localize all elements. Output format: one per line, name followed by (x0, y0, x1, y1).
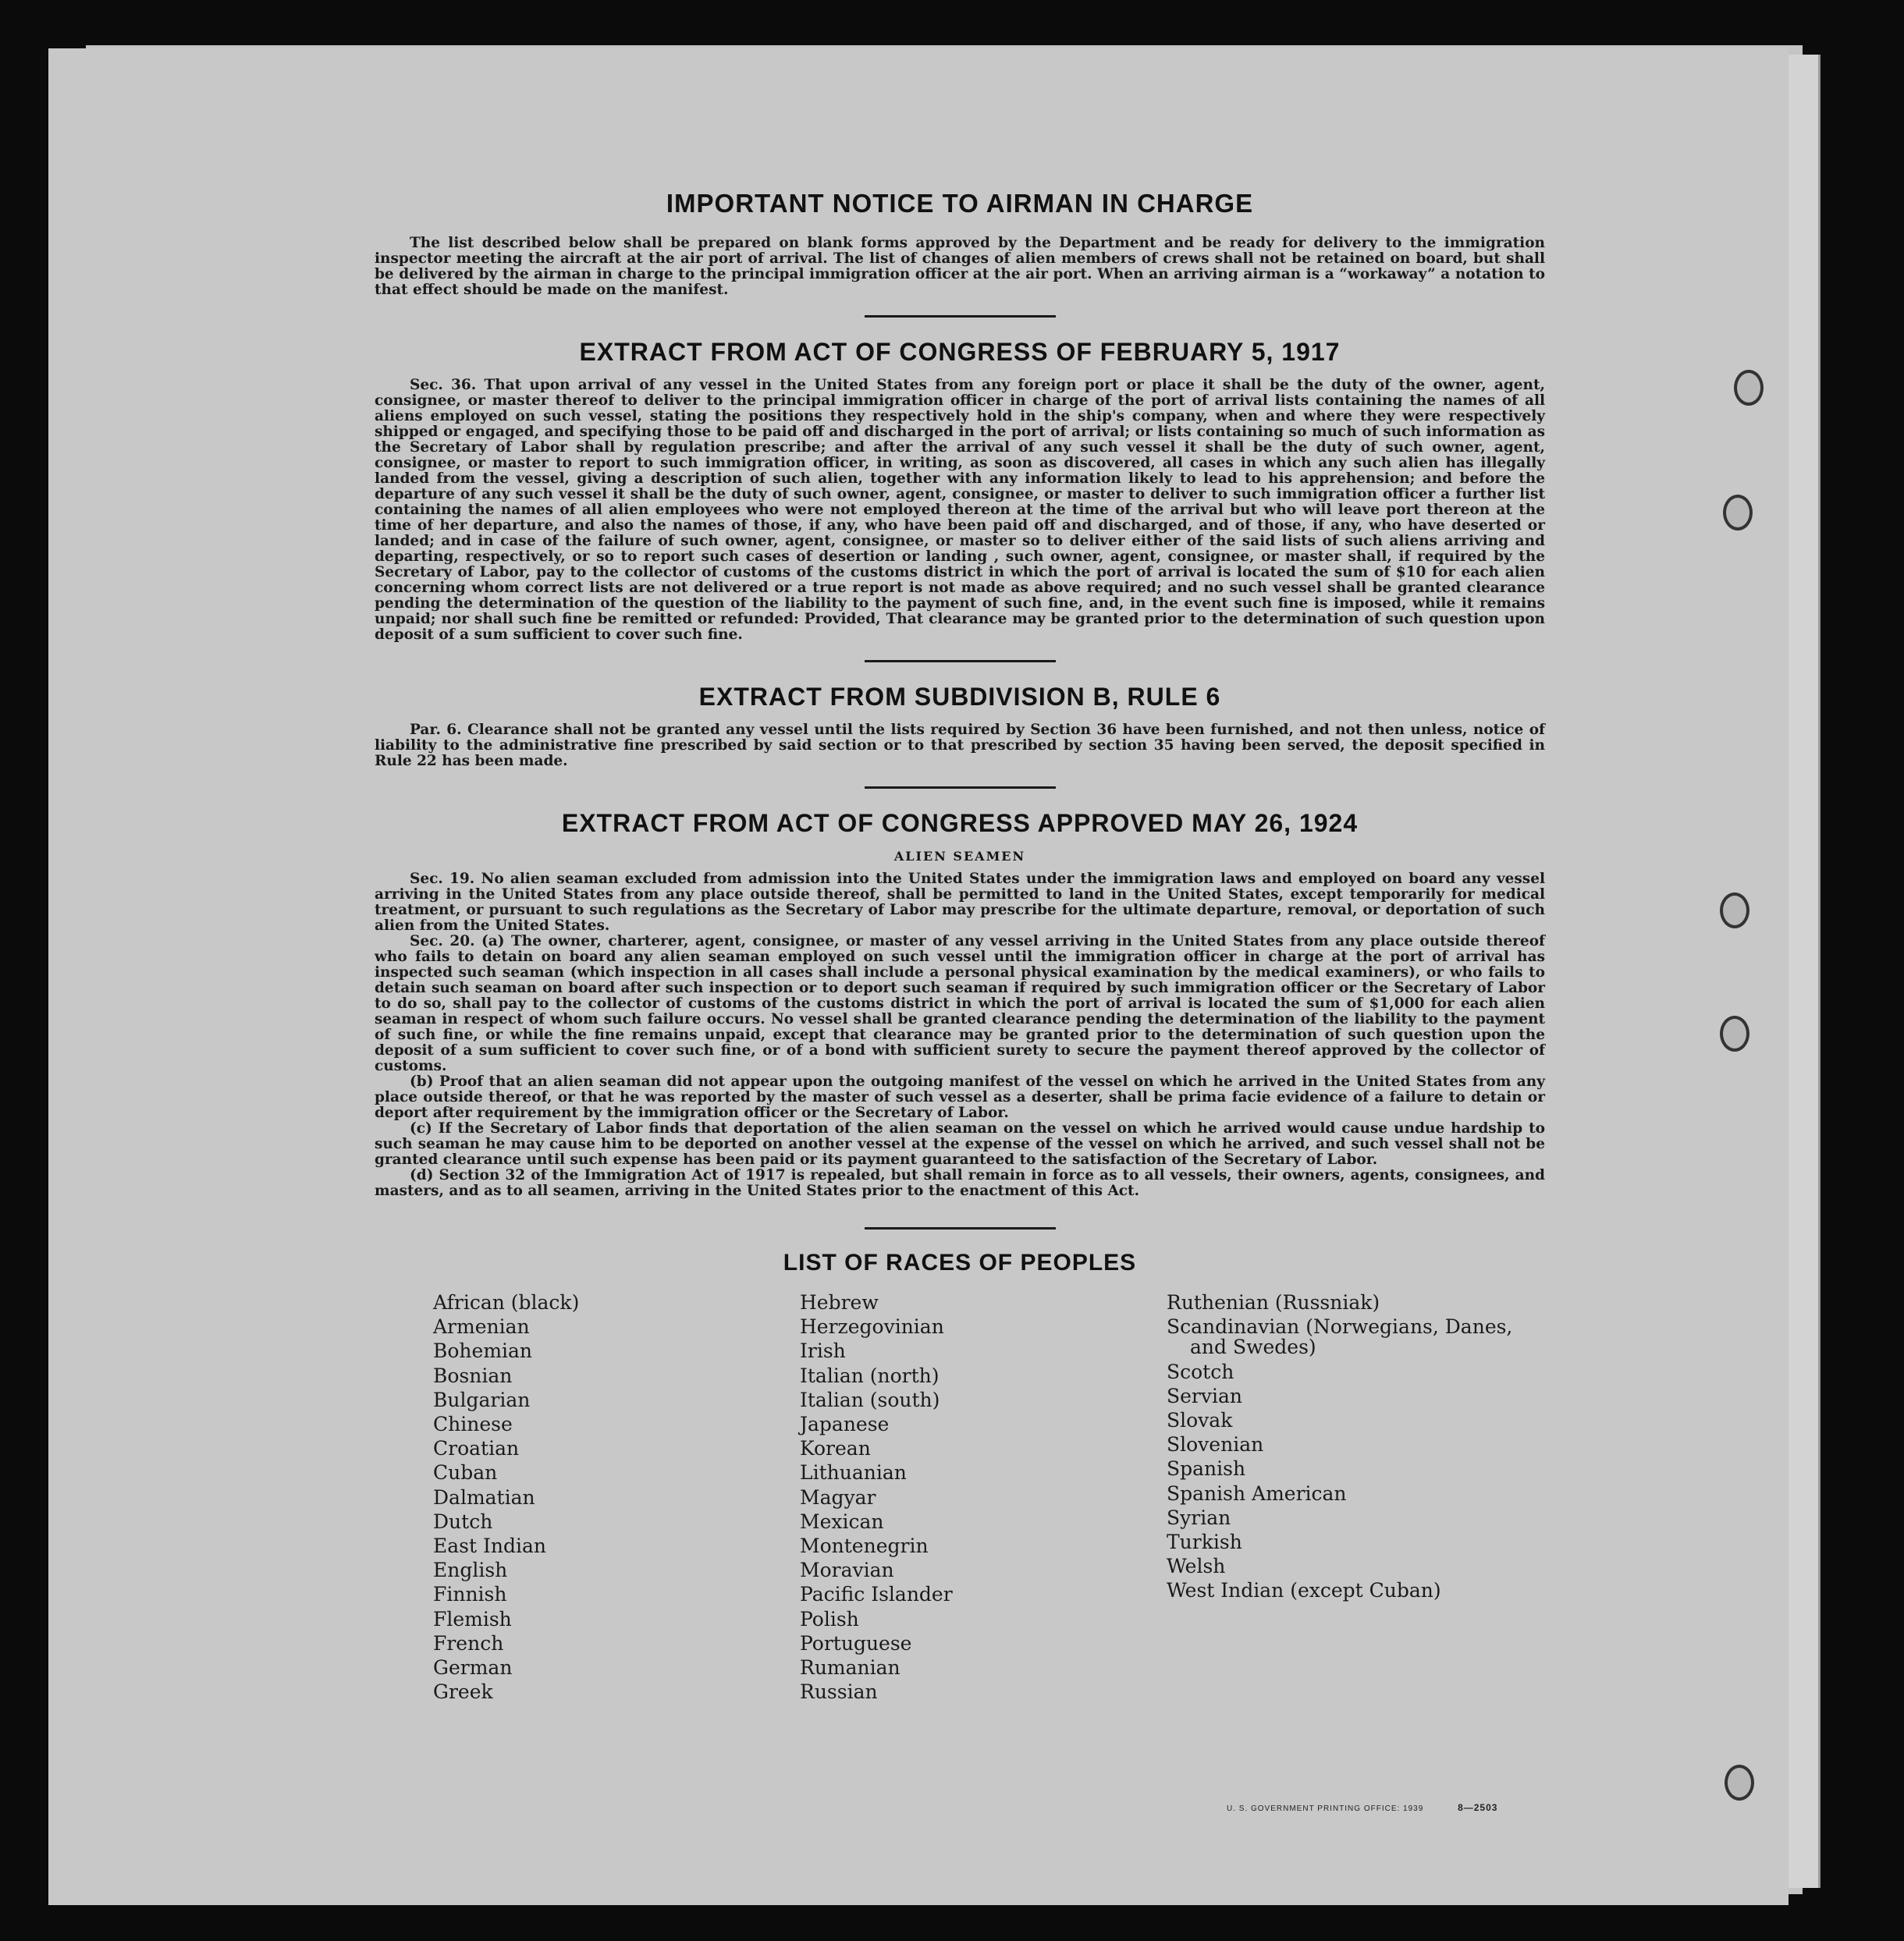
race-item: Spanish American (1167, 1481, 1347, 1505)
race-item: Moravian (800, 1559, 894, 1582)
race-item: Scotch (1167, 1360, 1234, 1383)
act-1924-title: EXTRACT FROM ACT OF CONGRESS APPROVED MAY 26, 1924 (561, 809, 1359, 837)
race-item: Korean (800, 1437, 871, 1460)
race-item: Welsh (1167, 1555, 1226, 1578)
race-item: Chinese (433, 1413, 513, 1436)
race-item: Italian (south) (800, 1388, 940, 1411)
race-item: Rumanian (800, 1656, 900, 1680)
punch-hole (1725, 1765, 1754, 1801)
notice-body: The list described below shall be prepared on blank forms approved by the Department and be ready for delivery to the immigration inspector meeting the aircraft at the air port of arrival. The list of changes of alien members of crews shall not be retained on board, but shall be delivered by the airman in charge to the principal immigration officer at the air port. When an arriving airman is a “workaway” a notation to that effect should be made on the manifest. (375, 235, 1545, 298)
race-item: German (433, 1656, 513, 1680)
section-divider (865, 315, 1056, 318)
form-number: 8—2503 (1458, 1802, 1498, 1813)
act-1924-sec20a: Sec. 20. (a) The owner, charterer, agent, consignee, or master of any vessel arriving in the United States from any place outside thereof who fails to detain on board any alien seaman employed on such vessel until the immigration officer in charge at the port of arrival has inspected such seaman (which inspection in all cases shall include a personal physical examination by the medical examiners), or who fails to detain such seaman on board after such inspection or to deport such seaman if required by such immigration officer or the Secretary of Labor to do so, shall pay to the collector of customs of the customs district in which the port of arrival is located the sum of $1,000 for each alien seaman in respect of whom such failure occurs. No vessel shall be granted clearance pending the determination of the liability to the payment of such fine, or while the fine remains unpaid, except that clearance may be granted prior to the determination of such question upon the deposit of a sum sufficient to cover such fine, or of a bond with sufficient surety to secure the payment thereof approved by the collector of customs. (375, 933, 1545, 1074)
race-item: Polish (800, 1607, 859, 1631)
race-item: Croatian (433, 1437, 520, 1460)
section-divider (865, 1227, 1056, 1230)
race-item: Syrian (1167, 1506, 1231, 1529)
document-body (375, 189, 1545, 1727)
race-item: Greek (433, 1680, 493, 1704)
race-item: Dalmatian (433, 1485, 535, 1509)
race-item: Spanish (1167, 1457, 1246, 1481)
race-item: Flemish (433, 1607, 512, 1631)
race-item: West Indian (except Cuban) (1167, 1579, 1441, 1602)
rule-6-title: EXTRACT FROM SUBDIVISION B, RULE 6 (698, 683, 1221, 711)
race-item: Japanese (800, 1413, 890, 1436)
race-item: Slovenian (1167, 1433, 1264, 1457)
race-item: Portuguese (800, 1631, 912, 1655)
race-item: Herzegovinian (800, 1315, 944, 1339)
rule-6-par6: Par. 6. Clearance shall not be granted any vessel until the lists required by Section 36 have been furnished, and not then unless, notice of liability to the administrative fine prescribed by said section or to that prescribed by section 35 having been served, the deposit specified in Rule 22 has been made. (375, 722, 1545, 769)
notice-title: IMPORTANT NOTICE TO AIRMAN IN CHARGE (666, 189, 1254, 218)
race-item: Lithuanian (800, 1461, 907, 1485)
act-1924-sec20c: (c) If the Secretary of Labor finds that deportation of the alien seaman on the vessel on which he arrived would cause undue hardship to such seaman he may cause him to be deported on another vessel at the expense of the vessel on which he arrived, and such vessel shall not be granted clearance until such expense has been paid or its payment guaranteed to the satisfaction of the Secretary of Labor. (375, 1120, 1545, 1168)
race-item: Hebrew (800, 1291, 879, 1314)
race-item: African (black) (433, 1291, 580, 1314)
race-item: Bohemian (433, 1340, 533, 1363)
act-1924-sec19: Sec. 19. No alien seaman excluded from admission into the United States under the immigration laws and employed on board any vessel arriving in the United States from any place outside thereof, shall be permitted to land in the United States, except temporarily for medical treatment, or pursuant to such regulations as the Secretary of Labor may prescribe for the ultimate departure, removal, or deportation of such alien from the United States. (375, 871, 1545, 934)
punch-hole (1723, 495, 1753, 530)
race-item: Cuban (433, 1461, 498, 1485)
act-1917-sec36: Sec. 36. That upon arrival of any vessel in the United States from any foreign port or place it shall be the duty of the owner, agent, consignee, or master thereof to deliver to the principal immigration officer in charge of the port of arrival lists containing the names of all aliens employed on such vessel, stating the positions they respectively hold in the ship's company, when and where they were respectively shipped or engaged, and specifying those to be paid off and discharged in the port of arrival; or lists containing so much of such information as the Secretary of Labor shall by regulation prescribe; and after the arrival of any such vessel it shall be the duty of such owner, agent, consignee, or master to report to such immigration officer, in writing, as soon as discovered, all cases in which any such alien has illegally landed from the vessel, giving a description of such alien, together with any information likely to lead to his apprehension; and before the departure of any such vessel it shall be the duty of such owner, agent, consignee, or master to deliver to such immigration officer a further list containing the names of all alien employees who were not employed thereon at the time of the arrival but who will leave port thereon at the time of her departure, and also the names of those, if any, who have been paid off and discharged, and of those, if any, who have deserted or landed; and in case of the failure of such owner, agent, consignee, or master so to deliver either of the said lists of such aliens arriving and departing, respectively, or so to report such cases of desertion or landing , such owner, agent, consignee, or master shall, if required by the Secretary of Labor, pay to the collector of customs of the customs district in which the port of arrival is located the sum of $10 for each alien concerning whom correct lists are not delivered or a true report is not made as above required; and no such vessel shall be granted clearance pending the determination of the question of the liability to the payment of such fine, and, in the event such fine is imposed, while it remains unpaid; nor shall such fine be remitted or refunded: Provided, That clearance may be granted prior to the determination of such question upon deposit of a sum sufficient to cover such fine. (375, 377, 1545, 643)
races-title: LIST OF RACES OF PEOPLES (783, 1250, 1137, 1276)
race-item: Bulgarian (433, 1388, 531, 1411)
race-item: Armenian (433, 1315, 530, 1339)
race-item: Slovak (1167, 1409, 1233, 1432)
act-1924-subtitle: ALIEN SEAMEN (893, 849, 1026, 864)
races-column-3 (1167, 1290, 1512, 1603)
race-item: Pacific Islander (800, 1583, 953, 1606)
race-item: Servian (1167, 1384, 1242, 1407)
section-divider (865, 786, 1056, 789)
act-1924-sec20b: (b) Proof that an alien seaman did not appear upon the outgoing manifest of the vessel on which he arrived in the United States from any place outside thereof, or that he was reported by the master of such vessel as a deserter, shall be prima facie evidence of a failure to detain or deport after requirement by the immigration officer or the Secretary of Labor. (375, 1073, 1545, 1121)
race-item: Scandinavian (Norwegians, Danes, (1167, 1315, 1513, 1339)
race-item: French (433, 1631, 504, 1655)
punch-hole (1720, 892, 1749, 928)
race-item: and Swedes) (1190, 1336, 1316, 1359)
race-item: Mexican (800, 1510, 884, 1533)
act-1924-sec20d: (d) Section 32 of the Immigration Act of 1917 is repealed, but shall remain in force as to all vessels, their owners, agents, consignees, and masters, and as to all seamen, arriving in the United States prior to the enactment of this Act. (375, 1167, 1545, 1199)
races-column-3-bottom (1167, 1360, 1512, 1603)
race-item: East Indian (433, 1535, 546, 1558)
race-item: Ruthenian (Russniak) (1167, 1291, 1380, 1314)
races-column-3-top (1167, 1290, 1512, 1339)
races-column-1 (433, 1290, 579, 1704)
races-list (375, 1290, 1545, 1727)
printer-imprint: U. S. GOVERNMENT PRINTING OFFICE: 1939 (1227, 1804, 1424, 1813)
races-column-2 (800, 1290, 953, 1704)
section-divider (865, 660, 1056, 662)
race-item: Italian (north) (800, 1364, 940, 1387)
race-item: Dutch (433, 1510, 493, 1533)
act-1917-title: EXTRACT FROM ACT OF CONGRESS OF FEBRUARY 5, 1917 (579, 338, 1341, 366)
race-item: Bosnian (433, 1364, 513, 1387)
document-page (48, 48, 1789, 1905)
race-item: Magyar (800, 1485, 876, 1509)
race-item: Russian (800, 1680, 878, 1704)
race-item: Irish (800, 1340, 846, 1363)
printer-footer (1227, 1802, 1497, 1813)
race-item: Turkish (1167, 1531, 1242, 1554)
race-item: English (433, 1559, 508, 1582)
punch-hole (1720, 1016, 1749, 1052)
punch-hole (1734, 370, 1764, 406)
race-item: Finnish (433, 1583, 507, 1606)
race-item: Montenegrin (800, 1535, 929, 1558)
